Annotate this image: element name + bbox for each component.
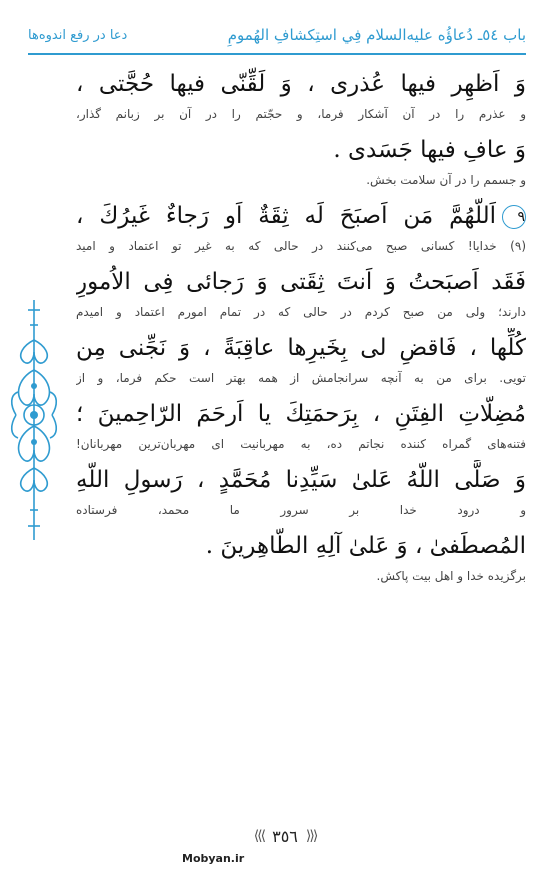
persian-translation: تویی. برای من به آنچه سرانجامش از همه بهتر است حكم فرما، و از — [76, 371, 526, 385]
arabic-line: فَقَد اَصبَحتُ وَ اَنتَ ثِقَتی وَ رَجائی فِی الاُمورِ — [76, 269, 526, 295]
chapter-title: باب ٥٤ـ دُعاؤُه عليه‌السلام فِي استِكشافِ الهُمومِ — [227, 26, 526, 44]
persian-translation: فتنه‌های گمراه كننده نجاتم ده، به مهربانیت ای مهربان‌ترین مهربانان! — [76, 437, 526, 451]
persian-translation: برگزیده خدا و اهل بیت پاكش. — [376, 569, 526, 583]
arabic-line: المُصطَفىٰ ، وَ عَلىٰ آلِهِ الطّاهِرينَ . — [205, 533, 526, 559]
site-watermark: Mobyan.ir — [182, 852, 245, 865]
persian-translation: و درود خدا بر سرور ما محمد، فرستاده — [76, 503, 526, 517]
persian-translation: دارند؛ ولی من صبح كردم در حالی كه در تمام امورم اعتماد و امیدم — [76, 305, 526, 319]
persian-translation: و جسمم را در آن سلامت بخش. — [366, 173, 526, 187]
persian-translation: (٩) خدایا! كسانی صبح می‌كنند در حالی كه به غیر تو اعتماد و امید — [76, 239, 526, 253]
section-title: دعا در رفع اندوه‌ها — [28, 27, 128, 43]
page-number: ٣٥٦ — [272, 826, 298, 846]
verse-number-badge: ٩ — [502, 205, 526, 229]
footer-flourish-left: ⟨⟨⟨ — [253, 828, 265, 844]
page-header — [28, 18, 526, 52]
arabic-line: مُضِلّاتِ الفِتَنِ ، بِرَحمَتِكَ يا اَرحَمَ الرّاحِمينَ ؛ — [76, 401, 526, 427]
text-body — [76, 64, 526, 592]
margin-ornament — [6, 300, 62, 540]
arabic-line: وَ عافِ فيها جَسَدی . — [333, 137, 526, 163]
persian-translation: و عذرم را در آن آشكار فرما، و حجّتم را در آن بر زبانم گذار، — [76, 107, 526, 121]
page-footer — [185, 824, 385, 848]
arabic-line: وَ صَلَّى اللّهُ عَلىٰ سَيِّدِنا مُحَمَّدٍ ، رَسولِ اللّهِ — [76, 467, 526, 493]
arabic-line: كُلِّها ، فَاقضِ لی بِخَيرِها عاقِبَةً ، وَ نَجِّنی مِن — [76, 335, 526, 361]
footer-flourish-right: ⟩⟩⟩ — [305, 828, 317, 844]
arabic-line: وَ اَظهِر فيها عُذری ، وَ لَقِّنّی فيها حُجَّتی ، — [76, 71, 526, 97]
arabic-line: ٩اَللّهُمَّ مَن اَصبَحَ لَه ثِقَةٌ اَو رَجاءٌ غَيرُكَ ، — [76, 203, 525, 229]
header-divider — [28, 53, 526, 55]
